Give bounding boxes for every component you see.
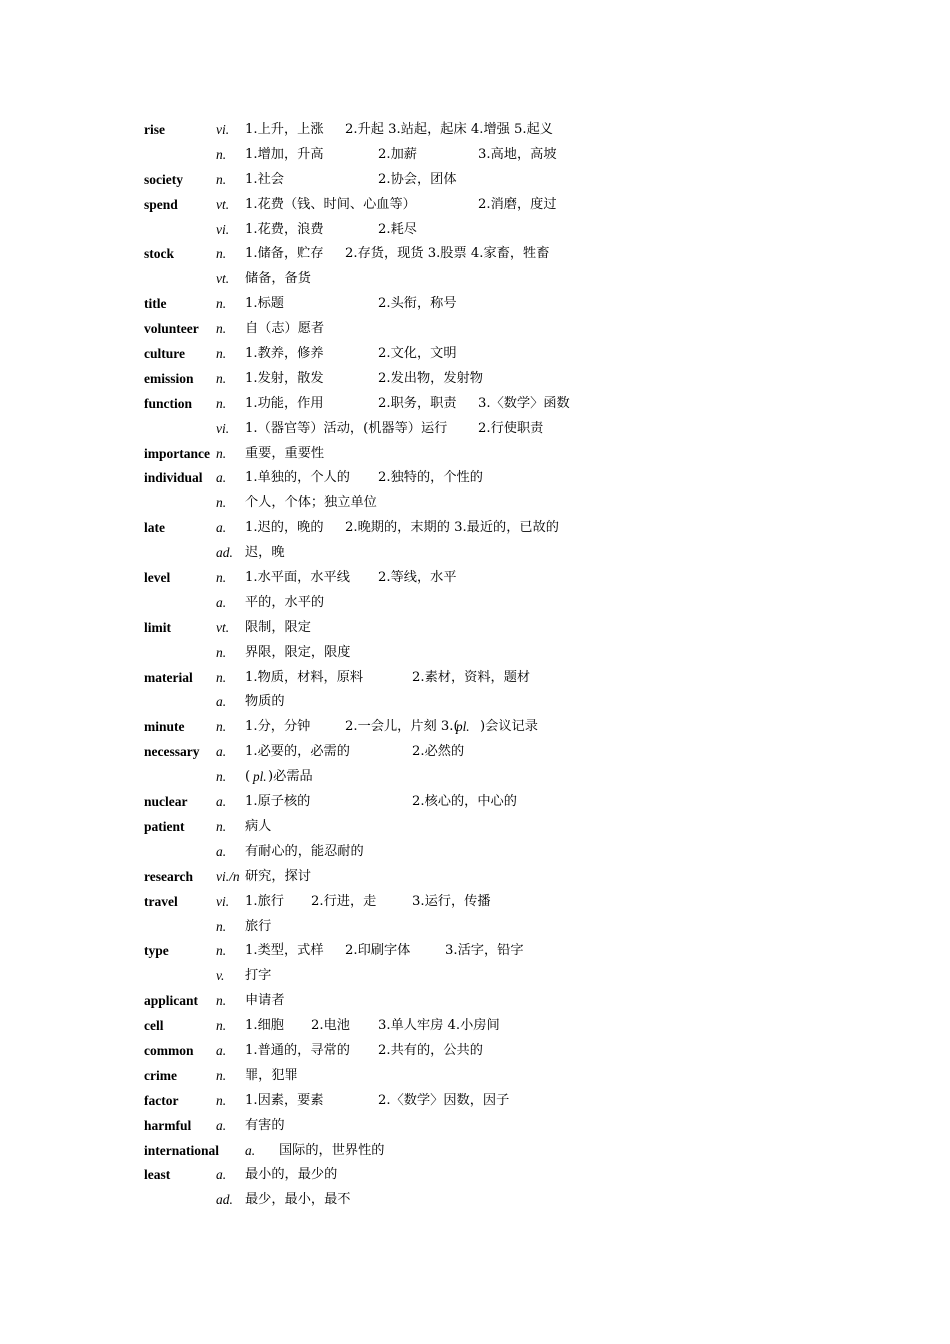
entry-row — [0, 516, 950, 541]
definition-segment: 有耐心的，能忍耐的 — [245, 843, 364, 859]
entry-row — [0, 715, 950, 740]
part-of-speech: n. — [216, 918, 227, 934]
headword: nuclear — [144, 794, 188, 810]
entry-row — [0, 342, 950, 367]
entry-row — [0, 591, 950, 616]
definition-segment: 物质的 — [245, 694, 285, 710]
definition-segment: 1.类型，式样 — [245, 943, 324, 959]
definition-segment: 打字 — [245, 968, 272, 984]
part-of-speech: vi. — [216, 893, 230, 909]
entry-row — [0, 267, 950, 292]
entry-row — [0, 491, 950, 516]
part-of-speech: a. — [216, 1167, 227, 1183]
entry-row — [0, 242, 950, 267]
headword: cell — [144, 1018, 164, 1034]
entry-row — [0, 417, 950, 442]
part-of-speech: n. — [216, 321, 227, 337]
headword: applicant — [144, 993, 199, 1009]
entry-row — [0, 1188, 950, 1213]
entry-row — [0, 815, 950, 840]
part-of-speech: n. — [216, 669, 227, 685]
headword: volunteer — [144, 321, 199, 337]
definition-segment: 2.电池 — [311, 1018, 350, 1034]
entry-row — [0, 292, 950, 317]
part-of-speech: n. — [216, 818, 227, 834]
definition-segment: )必需品 — [268, 769, 313, 785]
definition-segment: 1.旅行 — [245, 893, 284, 909]
definition-segment: 2.升起 3.站起，起床 4.增强 5.起义 — [345, 122, 553, 137]
definition-segment: 2.行使职责 — [478, 420, 544, 436]
entry-row — [0, 865, 950, 890]
headword: stock — [144, 246, 174, 262]
definition-segment: 3.运行，传播 — [412, 893, 491, 909]
definition-segment: 1.单独的，个人的 — [245, 470, 350, 486]
definition-segment: 国际的，世界性的 — [279, 1142, 385, 1158]
part-of-speech: n. — [216, 146, 227, 162]
definition-segment: 1.标题 — [245, 296, 284, 312]
entry-row — [0, 1139, 950, 1164]
vocabulary-list — [0, 118, 950, 1213]
definition-segment: 最少，最小，最不 — [245, 1192, 351, 1208]
entry-row — [0, 915, 950, 940]
definition-segment: 平的，水平的 — [245, 594, 325, 610]
definition-segment: 迟，晚 — [245, 545, 285, 561]
definition-segment: 2.一会儿，片刻 3.( — [345, 719, 459, 735]
part-of-speech: a. — [216, 520, 227, 536]
part-of-speech: n. — [216, 395, 227, 411]
definition-segment: 罪，犯罪 — [245, 1067, 298, 1083]
entry-row — [0, 367, 950, 392]
definition-segment: 1.教养，修养 — [245, 346, 324, 362]
entry-row — [0, 541, 950, 566]
part-of-speech: a. — [216, 1117, 227, 1133]
part-of-speech: n. — [216, 570, 227, 586]
definition-segment: 2.晚期的，末期的 3.最近的，已故的 — [345, 520, 559, 536]
part-of-speech: vt. — [216, 196, 230, 212]
definition-segment: 1.上升，上涨 — [245, 122, 324, 137]
part-of-speech: a. — [216, 744, 227, 760]
definition-segment: 1.（器官等）活动，(机器等）运行 — [245, 420, 448, 436]
definition-segment: 2.〈数学〉因数，因子 — [378, 1092, 510, 1108]
headword: necessary — [144, 744, 200, 760]
definition-segment: 2.必然的 — [412, 744, 465, 760]
definition-segment: 1.水平面，水平线 — [245, 570, 350, 586]
entry-row — [0, 168, 950, 193]
definition-segment: 2.耗尽 — [378, 221, 417, 237]
headword: importance — [144, 445, 210, 461]
entry-row — [0, 840, 950, 865]
definition-segment: 1.储备，贮存 — [245, 246, 324, 262]
entry-row — [0, 641, 950, 666]
headword: factor — [144, 1092, 179, 1108]
definition-segment: 1.原子核的 — [245, 794, 311, 810]
entry-row — [0, 1064, 950, 1089]
definition-segment: 1.功能，作用 — [245, 395, 324, 411]
definition-segment: 3.单人牢房 4.小房间 — [378, 1018, 500, 1034]
entry-row — [0, 989, 950, 1014]
part-of-speech: n. — [216, 1067, 227, 1083]
entry-row — [0, 790, 950, 815]
entry-row — [0, 690, 950, 715]
headword: title — [144, 296, 167, 312]
headword: type — [144, 943, 169, 959]
definition-segment: 1.社会 — [245, 171, 284, 187]
part-of-speech: n. — [216, 1018, 227, 1034]
part-of-speech: n. — [216, 246, 227, 262]
entry-row — [0, 939, 950, 964]
definition-segment: 3.高地，高坡 — [478, 146, 557, 162]
entry-row — [0, 442, 950, 467]
part-of-speech: vt. — [216, 271, 230, 287]
definition-segment: 最小的，最少的 — [245, 1167, 338, 1183]
part-of-speech: n. — [216, 769, 227, 785]
definition-segment: 1.花费，浪费 — [245, 221, 324, 237]
definition-segment: 2.消磨，度过 — [478, 196, 557, 212]
definition-segment: 自（志）愿者 — [245, 321, 325, 337]
headword: late — [144, 520, 165, 536]
definition-segment: 1.普通的，寻常的 — [245, 1042, 350, 1058]
headword: least — [144, 1167, 171, 1183]
headword: function — [144, 395, 193, 411]
definition-segment: 有害的 — [245, 1117, 285, 1133]
definition-segment: 病人 — [245, 818, 272, 834]
definition-segment: 2.核心的，中心的 — [412, 794, 517, 810]
definition-segment: 重要，重要性 — [245, 445, 325, 461]
part-of-speech: vi. — [216, 420, 230, 436]
entry-row — [0, 1089, 950, 1114]
part-of-speech: n. — [216, 943, 227, 959]
part-of-speech: ad. — [216, 545, 233, 561]
part-of-speech: vi./n — [216, 868, 240, 884]
headword: material — [144, 669, 193, 685]
definition-segment: 2.存货，现货 3.股票 4.家畜，牲畜 — [345, 246, 550, 262]
part-of-speech: n. — [216, 495, 227, 511]
headword: crime — [144, 1067, 177, 1083]
definition-segment: 2.共有的，公共的 — [378, 1042, 483, 1058]
definition-segment: ( — [245, 769, 251, 785]
definition-segment: 3.活字，铅字 — [445, 943, 524, 959]
headword: harmful — [144, 1117, 192, 1133]
part-of-speech: a. — [216, 694, 227, 710]
definition-segment: 2.素材，资料，题材 — [412, 669, 531, 685]
definition-segment: 2.职务，职责 — [378, 395, 457, 411]
entry-row — [0, 616, 950, 641]
headword: limit — [144, 619, 171, 635]
definition-segment: 2.发出物，发射物 — [378, 370, 483, 386]
definition-segment: 2.行进，走 — [311, 893, 377, 909]
part-of-speech: n. — [216, 296, 227, 312]
definition-segment: 限制，限定 — [245, 619, 311, 635]
headword: research — [144, 868, 193, 884]
entry-row — [0, 392, 950, 417]
entry-row — [0, 964, 950, 989]
part-of-speech: a. — [245, 1142, 256, 1158]
definition-segment: 1.物质，材料，原料 — [245, 669, 364, 685]
headword: international — [144, 1142, 220, 1158]
part-of-speech: a. — [216, 1042, 227, 1058]
part-of-speech: a. — [216, 470, 227, 486]
definition-segment: 2.头衔，称号 — [378, 296, 457, 312]
headword: travel — [144, 893, 178, 909]
definition-segment: 1.细胞 — [245, 1018, 284, 1034]
headword: society — [144, 171, 183, 187]
definition-segment: 2.等线，水平 — [378, 570, 457, 586]
definition-segment: 2.文化，文明 — [378, 346, 457, 362]
entry-row — [0, 143, 950, 168]
headword: common — [144, 1042, 194, 1058]
headword: level — [144, 570, 171, 586]
entry-row — [0, 118, 950, 143]
definition-segment: 1.必要的，必需的 — [245, 744, 350, 760]
entry-row — [0, 890, 950, 915]
definition-abbrev: pl. — [253, 769, 267, 785]
part-of-speech: n. — [216, 445, 227, 461]
entry-row — [0, 317, 950, 342]
part-of-speech: n. — [216, 644, 227, 660]
definition-segment: 1.增加，升高 — [245, 146, 324, 162]
definition-abbrev: pl. — [456, 719, 470, 735]
headword: individual — [144, 470, 203, 486]
definition-segment: 1.迟的，晚的 — [245, 520, 324, 536]
definition-segment: 3.〈数学〉函数 — [478, 395, 570, 411]
part-of-speech: vt. — [216, 619, 230, 635]
headword: minute — [144, 719, 185, 735]
part-of-speech: vi. — [216, 221, 230, 237]
entry-row — [0, 466, 950, 491]
definition-segment: 2.独特的，个性的 — [378, 470, 483, 486]
definition-segment: 1.分，分钟 — [245, 719, 311, 735]
definition-segment: 界限，限定，限度 — [245, 644, 351, 660]
headword: emission — [144, 370, 194, 386]
part-of-speech: n. — [216, 1092, 227, 1108]
entry-row — [0, 193, 950, 218]
part-of-speech: n. — [216, 171, 227, 187]
definition-segment: 研究，探讨 — [245, 868, 311, 884]
part-of-speech: v. — [216, 968, 225, 984]
definition-segment: 1.发射，散发 — [245, 370, 324, 386]
headword: spend — [144, 196, 178, 212]
definition-segment: 1.花费（钱、时间、心血等） — [245, 196, 416, 212]
headword: rise — [144, 122, 165, 137]
entry-row — [0, 740, 950, 765]
definition-segment: 旅行 — [245, 918, 272, 934]
definition-segment: 1.因素，要素 — [245, 1092, 324, 1108]
entry-row — [0, 765, 950, 790]
headword: patient — [144, 818, 185, 834]
entry-row — [0, 1014, 950, 1039]
part-of-speech: a. — [216, 843, 227, 859]
definition-segment: 个人，个体；独立单位 — [245, 495, 377, 511]
entry-row — [0, 1114, 950, 1139]
definition-segment: 2.印刷字体 — [345, 943, 411, 959]
entry-row — [0, 566, 950, 591]
entry-row — [0, 218, 950, 243]
definition-segment: )会议记录 — [480, 719, 538, 735]
part-of-speech: n. — [216, 346, 227, 362]
part-of-speech: n. — [216, 370, 227, 386]
part-of-speech: a. — [216, 594, 227, 610]
part-of-speech: vi. — [216, 122, 230, 137]
entry-row — [0, 1163, 950, 1188]
part-of-speech: n. — [216, 719, 227, 735]
entry-row — [0, 1039, 950, 1064]
definition-segment: 2.协会，团体 — [378, 171, 457, 187]
definition-segment: 申请者 — [245, 993, 285, 1009]
entry-row — [0, 666, 950, 691]
part-of-speech: n. — [216, 993, 227, 1009]
definition-segment: 储备，备货 — [245, 271, 311, 287]
part-of-speech: a. — [216, 794, 227, 810]
part-of-speech: ad. — [216, 1192, 233, 1208]
headword: culture — [144, 346, 185, 362]
definition-segment: 2.加薪 — [378, 146, 417, 162]
